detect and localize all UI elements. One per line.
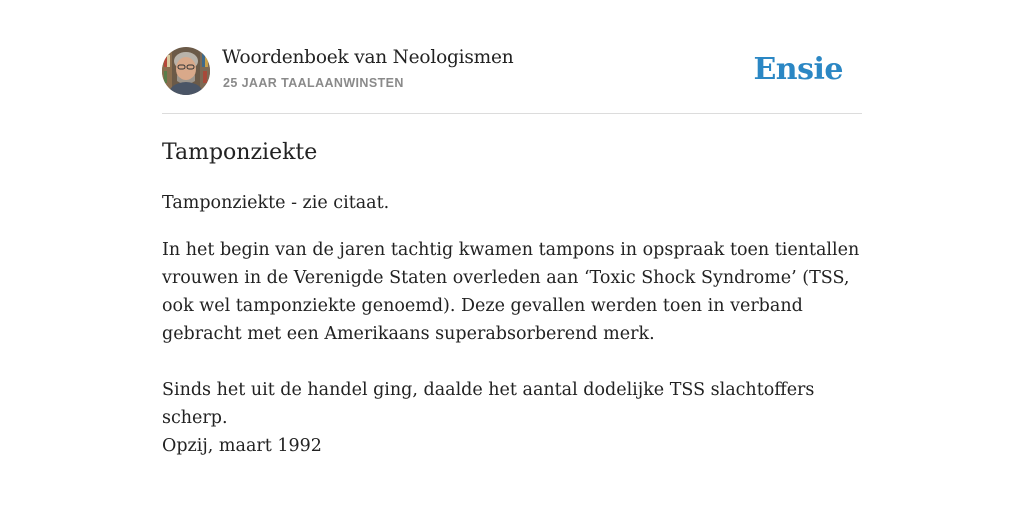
brand-logo[interactable]: Ensie xyxy=(753,52,843,87)
entry-card xyxy=(162,46,862,460)
paragraph-spacer xyxy=(162,348,862,376)
entry-summary: Tamponziekte - zie citaat. xyxy=(162,193,390,213)
body-paragraph: In het begin van de jaren tachtig kwamen tampons in opspraak toen tientallen vrouwen in de Verenigde Staten overleden aan ‘Toxic Shock Syndrome’ (TSS, ook wel tamponziekte genoemd). Deze gevallen werden toen in verband gebracht met een Amerikaans superabsorberend merk. xyxy=(162,240,860,344)
citation-source: Opzij, maart 1992 xyxy=(162,436,322,456)
author-name[interactable]: Woordenboek van Neologismen xyxy=(222,47,514,68)
entry-title: Tamponziekte xyxy=(162,140,318,165)
entry-body xyxy=(162,236,862,460)
author-subtitle: 25 JAAR TAALAANWINSTEN xyxy=(223,76,404,90)
body-paragraph: Sinds het uit de handel ging, daalde het aantal dodelijke TSS slachtoffers scherp. xyxy=(162,380,815,428)
entry-header xyxy=(162,46,862,114)
author-portrait-icon xyxy=(162,47,210,95)
author-avatar[interactable] xyxy=(162,47,210,95)
